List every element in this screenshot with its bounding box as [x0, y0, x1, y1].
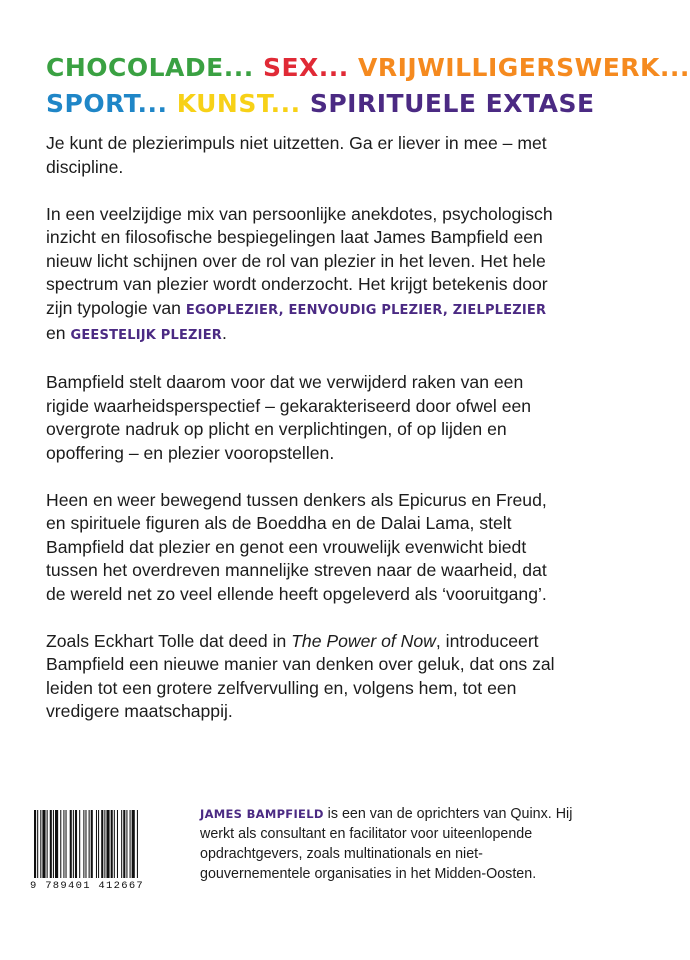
paragraph-2: [46, 203, 566, 348]
paragraph-5-post: , introduceert Bampfield een nieuwe manier van denken over geluk, dat ons zal leiden tot een grotere zelfvervulling en, volgens hem, tot een vredigere maatschappij.: [46, 630, 555, 721]
tag-geestelijk-plezier: GEESTELIJK PLEZIER: [70, 328, 223, 343]
tag-eenvoudig-plezier: EENVOUDIG PLEZIER: [288, 302, 443, 318]
tag-zielplezier: ZIELPLEZIER: [452, 302, 547, 318]
headline: [46, 50, 690, 122]
book-title: The Power of Now: [291, 630, 436, 651]
tag-egoplezier: EGOPLEZIER: [185, 302, 279, 318]
paragraph-5-pre: Zoals Eckhart Tolle dat deed in: [46, 630, 292, 651]
headline-word: SEX...: [262, 53, 349, 82]
isbn-number: 9 789401 412667: [30, 880, 145, 892]
paragraph-4: Heen en weer bewegend tussen denkers als Epicurus en Freud, en spirituele figuren als de Boeddha en de Dalai Lama, stelt Bampfield dat plezier en genot een vrouwelijk evenwicht biedt tussen het overdreven mannelijke streven naar de waarheid, dat de wereld net zo veel ellende heeft opgeleverd als ‘vooruitgang’.: [46, 489, 547, 604]
author-name: JAMES BAMPFIELD: [200, 807, 324, 821]
paragraph-1: Je kunt de plezierimpuls niet uitzetten. Ga er liever in mee – met discipline.: [46, 133, 547, 177]
headline-word: SPORT...: [46, 89, 168, 118]
separator: ,: [442, 302, 453, 318]
headline-word: VRIJWILLIGERSWERK...: [358, 53, 690, 82]
headline-word: KUNST...: [176, 89, 301, 118]
blurb: [46, 132, 566, 747]
headline-word: CHOCOLADE...: [46, 53, 254, 82]
headline-line-2: [46, 86, 595, 122]
author-bio-text: is een van de oprichters van Quinx. Hij werkt als consultant en facilitator voor uiteenlopende opdrachtgevers, zoals multinationals en niet-gouvernementele organisaties in het Midden-Oosten.: [200, 806, 573, 882]
paragraph-5: [46, 630, 566, 724]
period: .: [222, 323, 227, 343]
headline-line-1: [46, 50, 690, 86]
barcode-bars: [30, 810, 178, 878]
separator: ,: [278, 302, 289, 318]
conjunction: en: [46, 323, 71, 343]
paragraph-2-text: In een veelzijdige mix van persoonlijke anekdotes, psychologisch inzicht en filosofische bespiegelingen laat James Bampfield een nieuw licht schijnen over de rol van plezier in het leven. Het hele spectrum van plezier wordt onderzocht. Het krijgt betekenis door zijn typologie van: [46, 203, 553, 318]
headline-word: SPIRITUELE EXTASE: [309, 89, 595, 118]
author-bio: [200, 804, 580, 884]
paragraph-3: Bampfield stelt daarom voor dat we verwijderd raken van een rigide waarheidsperspectief – gekarakteriseerd door ofwel een overgrote nadruk op plicht en verplichtingen, of op lijden en opoffering – en plezier vooropstellen.: [46, 372, 532, 463]
